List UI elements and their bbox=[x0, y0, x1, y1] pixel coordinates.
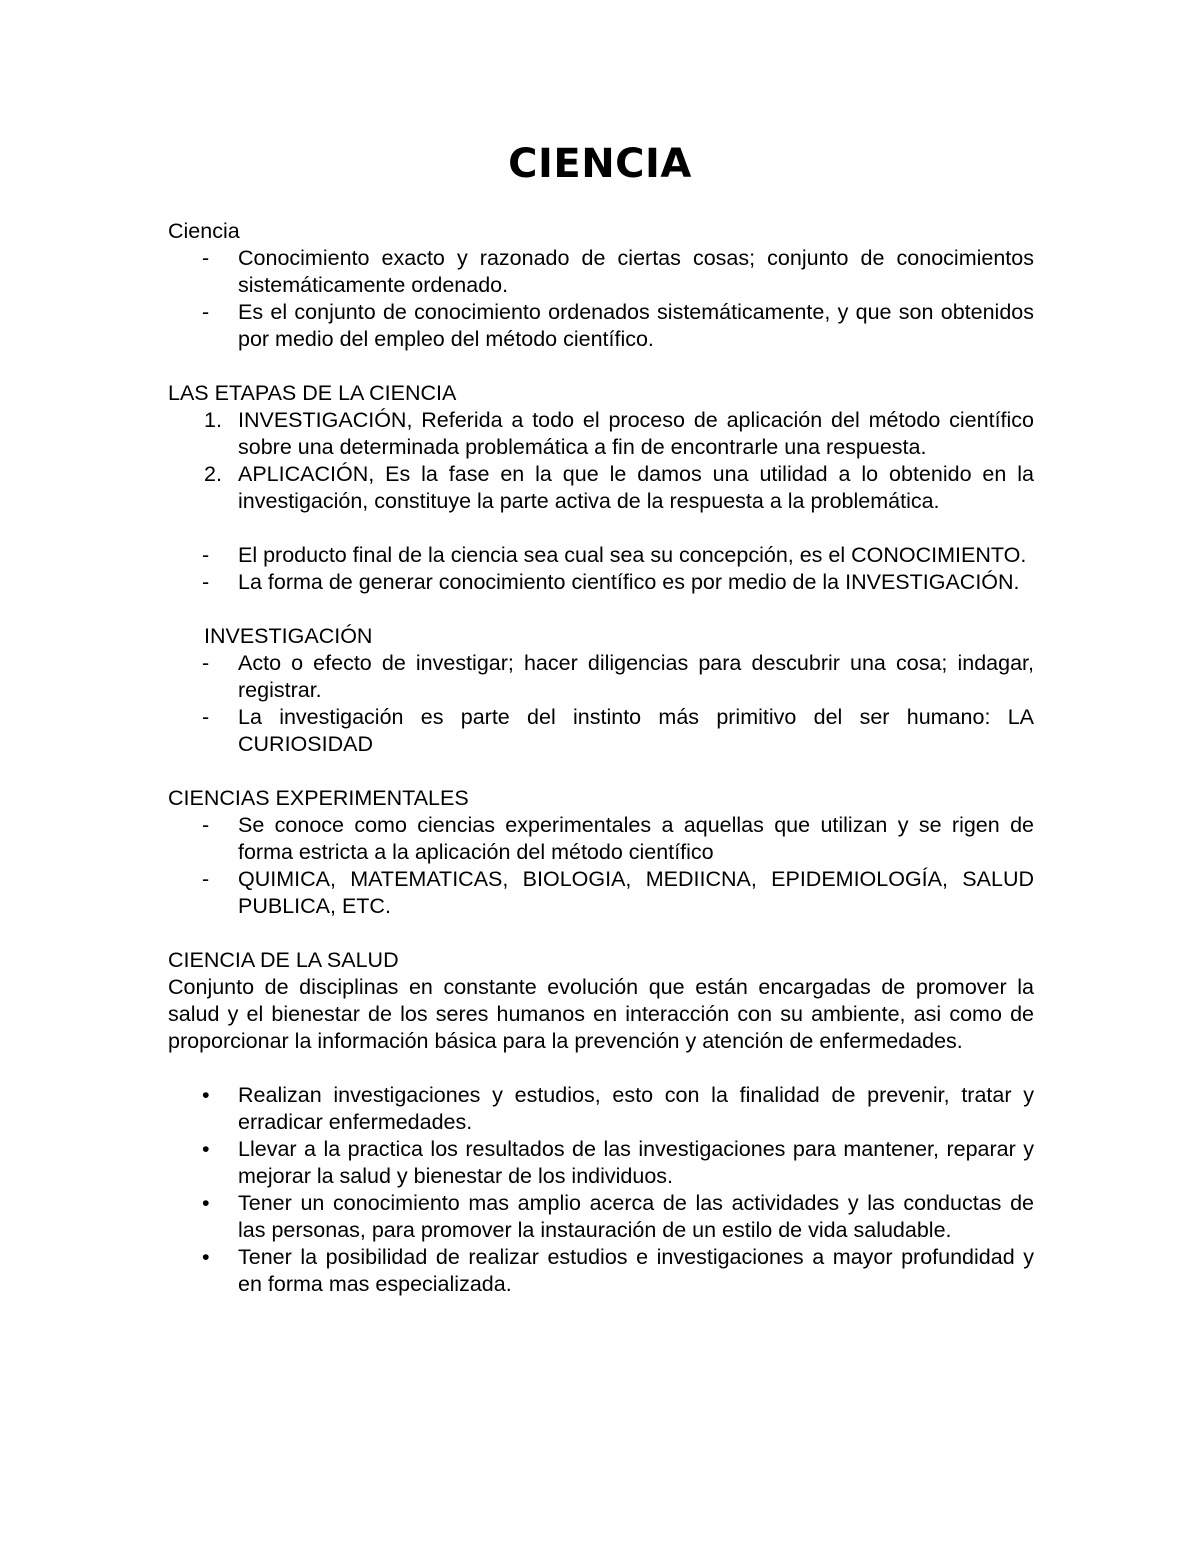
investigacion-list bbox=[168, 650, 1034, 758]
document-title: CIENCIA bbox=[508, 141, 692, 187]
list-item bbox=[168, 650, 1034, 704]
list-item-text: Acto o efecto de investigar; hacer diligencias para descubrir una cosa; indagar, registrar. bbox=[238, 651, 1034, 702]
list-item-text: Se conoce como ciencias experimentales a aquellas que utilizan y se rigen de forma estricta a la aplicación del método científico bbox=[238, 813, 1034, 864]
list-item-text: Conocimiento exacto y razonado de ciertas cosas; conjunto de conocimientos sistemáticamente ordenado. bbox=[238, 246, 1034, 297]
dash-marker: - bbox=[202, 300, 210, 324]
list-item bbox=[168, 812, 1034, 866]
list-item bbox=[168, 1190, 1034, 1244]
list-item bbox=[168, 245, 1034, 299]
list-item-text: El producto final de la ciencia sea cual sea su concepción, es el CONOCIMIENTO. bbox=[238, 543, 1027, 567]
list-item-text: Llevar a la practica los resultados de las investigaciones para mantener, reparar y mejorar la salud y bienestar de los individuos. bbox=[238, 1137, 1034, 1188]
dash-marker: - bbox=[202, 246, 210, 270]
list-item-text: QUIMICA, MATEMATICAS, BIOLOGIA, MEDIICNA, EPIDEMIOLOGÍA, SALUD PUBLICA, ETC. bbox=[238, 867, 1034, 918]
list-item-text: Es el conjunto de conocimiento ordenados sistemáticamente, y que son obtenidos por medio del empleo del método científico. bbox=[238, 300, 1034, 351]
list-item bbox=[168, 542, 1034, 569]
bullet-icon: • bbox=[202, 1191, 210, 1215]
list-item bbox=[168, 704, 1034, 758]
list-item bbox=[168, 1082, 1034, 1136]
dash-marker: - bbox=[202, 705, 210, 729]
bullet-icon: • bbox=[202, 1083, 210, 1107]
list-item bbox=[168, 407, 1034, 461]
list-item bbox=[168, 1244, 1034, 1298]
dash-marker: - bbox=[202, 813, 210, 837]
list-item bbox=[168, 299, 1034, 353]
dash-marker: - bbox=[202, 543, 210, 567]
list-item bbox=[168, 569, 1034, 596]
dash-marker: - bbox=[202, 867, 210, 891]
section-heading-experimentales: CIENCIAS EXPERIMENTALES bbox=[168, 786, 469, 810]
section-heading-ciencia: Ciencia bbox=[168, 219, 240, 243]
section-heading-etapas: LAS ETAPAS DE LA CIENCIA bbox=[168, 381, 457, 405]
list-item-text: La forma de generar conocimiento científico es por medio de la INVESTIGACIÓN. bbox=[238, 570, 1020, 594]
salud-bullet-list bbox=[168, 1082, 1034, 1298]
list-item bbox=[168, 461, 1034, 515]
document-body bbox=[168, 218, 1034, 1298]
list-item bbox=[168, 1136, 1034, 1190]
salud-paragraph: Conjunto de disciplinas en constante evolución que están encargadas de promover la salud y el bienestar de los seres humanos en interacción con su ambiente, asi como de proporcionar la información básica para la prevención y atención de enfermedades. bbox=[168, 975, 1034, 1053]
list-item-text: APLICACIÓN, Es la fase en la que le damos una utilidad a lo obtenido en la investigación, constituye la parte activa de la respuesta a la problemática. bbox=[238, 462, 1034, 513]
dash-marker: - bbox=[202, 570, 210, 594]
number-marker: 1. bbox=[204, 408, 222, 432]
bullet-icon: • bbox=[202, 1245, 210, 1269]
number-marker: 2. bbox=[204, 462, 222, 486]
section-heading-investigacion: INVESTIGACIÓN bbox=[204, 624, 373, 648]
experimentales-list bbox=[168, 812, 1034, 920]
etapas-list bbox=[168, 407, 1034, 515]
bullet-icon: • bbox=[202, 1137, 210, 1161]
section-heading-salud: CIENCIA DE LA SALUD bbox=[168, 948, 399, 972]
list-item-text: Tener un conocimiento mas amplio acerca de las actividades y las conductas de las personas, para promover la instauración de un estilo de vida saludable. bbox=[238, 1191, 1034, 1242]
ciencia-list bbox=[168, 245, 1034, 353]
list-item bbox=[168, 866, 1034, 920]
list-item-text: INVESTIGACIÓN, Referida a todo el proceso de aplicación del método científico sobre una determinada problemática a fin de encontrarle una respuesta. bbox=[238, 408, 1034, 459]
dash-marker: - bbox=[202, 651, 210, 675]
etapas-notes-list bbox=[168, 542, 1034, 596]
list-item-text: Realizan investigaciones y estudios, esto con la finalidad de prevenir, tratar y erradicar enfermedades. bbox=[238, 1083, 1034, 1134]
list-item-text: Tener la posibilidad de realizar estudios e investigaciones a mayor profundidad y en forma mas especializada. bbox=[238, 1245, 1034, 1296]
list-item-text: La investigación es parte del instinto más primitivo del ser humano: LA CURIOSIDAD bbox=[238, 705, 1034, 756]
